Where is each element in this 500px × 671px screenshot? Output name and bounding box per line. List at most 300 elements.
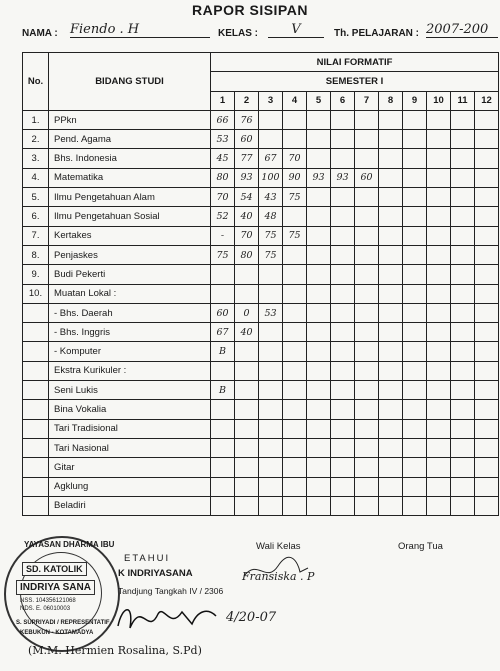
header-col-10: 10: [427, 91, 451, 110]
grade-cell: [403, 226, 427, 245]
header-no: No.: [23, 53, 49, 111]
grade-cell: [475, 438, 499, 457]
grade-cell: [427, 188, 451, 207]
grade-cell: [403, 245, 427, 264]
subject-name: Muatan Lokal :: [49, 284, 211, 303]
grade-cell: [475, 361, 499, 380]
table-row: [23, 400, 499, 419]
grade-cell: [451, 323, 475, 342]
grade-cell: [355, 400, 379, 419]
grade-cell: [235, 419, 259, 438]
grade-cell: [427, 342, 451, 361]
grade-cell: [211, 496, 235, 515]
footer: [0, 528, 500, 671]
grade-cell: [451, 477, 475, 496]
grade-cell: [475, 188, 499, 207]
grade-cell: [379, 361, 403, 380]
grade-cell: 52: [211, 207, 235, 226]
header-col-7: 7: [355, 91, 379, 110]
grade-cell: [283, 130, 307, 149]
subject-name: Ekstra Kurikuler :: [49, 361, 211, 380]
subject-name: Bina Vokalia: [49, 400, 211, 419]
table-row: [23, 477, 499, 496]
grade-cell: [355, 207, 379, 226]
grade-cell: [235, 381, 259, 400]
grade-cell: [403, 477, 427, 496]
grade-cell: [307, 400, 331, 419]
grade-cell: [475, 149, 499, 168]
grade-cell: [331, 438, 355, 457]
table-row: [23, 496, 499, 515]
grade-cell: [427, 226, 451, 245]
grade-cell: [427, 207, 451, 226]
subject-name: Tari Tradisional: [49, 419, 211, 438]
grade-cell: [283, 265, 307, 284]
stamp-bottom: S. SUPRIYADI / REPRESENTATIF: [16, 620, 110, 626]
grade-cell: [403, 284, 427, 303]
table-row: [23, 207, 499, 226]
grade-cell: 100: [259, 168, 283, 187]
grade-cell: [403, 265, 427, 284]
grade-cell: [451, 361, 475, 380]
grade-cell: [331, 419, 355, 438]
grade-cell: 77: [235, 149, 259, 168]
grade-cell: [283, 458, 307, 477]
grade-cell: [235, 496, 259, 515]
grade-cell: [427, 496, 451, 515]
grade-cell: [235, 400, 259, 419]
stamp-top: YAYASAN DHARMA IBU: [24, 540, 115, 549]
grade-cell: [283, 400, 307, 419]
table-row: [23, 458, 499, 477]
grade-cell: [211, 477, 235, 496]
grade-cell: 60: [235, 130, 259, 149]
grade-cell: [307, 149, 331, 168]
header-col-4: 4: [283, 91, 307, 110]
table-row: [23, 438, 499, 457]
page-title: RAPOR SISIPAN: [192, 2, 308, 18]
kepala-label: K INDRIYASANA: [118, 568, 193, 579]
row-number: [23, 342, 49, 361]
grade-cell: [379, 477, 403, 496]
row-number: 4.: [23, 168, 49, 187]
grade-cell: [259, 458, 283, 477]
row-number: [23, 496, 49, 515]
subject-name: PPkn: [49, 110, 211, 129]
grade-cell: [307, 265, 331, 284]
grade-cell: [331, 188, 355, 207]
grade-cell: [379, 419, 403, 438]
table-row: [23, 265, 499, 284]
grade-cell: 80: [211, 168, 235, 187]
grade-cell: [427, 458, 451, 477]
grade-cell: [451, 130, 475, 149]
grade-cell: 40: [235, 323, 259, 342]
subject-name: Agklung: [49, 477, 211, 496]
grade-cell: [211, 361, 235, 380]
subject-name: Budi Pekerti: [49, 265, 211, 284]
grade-cell: 75: [283, 226, 307, 245]
grade-cell: 93: [307, 168, 331, 187]
grade-cell: [355, 438, 379, 457]
grade-cell: [355, 361, 379, 380]
grade-cell: [379, 226, 403, 245]
grade-cell: [283, 303, 307, 322]
header-col-9: 9: [403, 91, 427, 110]
grade-cell: [379, 303, 403, 322]
grade-cell: 93: [235, 168, 259, 187]
tanggal-ttd: 4/20-07: [226, 610, 277, 625]
row-number: [23, 400, 49, 419]
grade-cell: [259, 496, 283, 515]
grade-cell: [259, 477, 283, 496]
grade-cell: [475, 226, 499, 245]
grade-cell: 70: [235, 226, 259, 245]
grade-cell: 75: [211, 245, 235, 264]
grade-cell: [355, 130, 379, 149]
stamp-name1: SD. KATOLIK: [22, 562, 87, 576]
grade-cell: [211, 419, 235, 438]
grade-cell: [427, 400, 451, 419]
subject-name: Pend. Agama: [49, 130, 211, 149]
grade-cell: [451, 400, 475, 419]
grade-cell: [355, 265, 379, 284]
grade-cell: -: [211, 226, 235, 245]
grade-cell: [451, 419, 475, 438]
grade-cell: [355, 110, 379, 129]
wali-kelas-label: Wali Kelas: [256, 541, 301, 552]
table-row: [23, 188, 499, 207]
grade-cell: [259, 110, 283, 129]
grade-cell: [331, 207, 355, 226]
grade-cell: [403, 207, 427, 226]
grade-cell: [211, 458, 235, 477]
grade-cell: [379, 207, 403, 226]
grade-cell: [427, 245, 451, 264]
grade-cell: [355, 245, 379, 264]
grade-cell: [451, 303, 475, 322]
subject-name: - Bhs. Daerah: [49, 303, 211, 322]
grade-cell: [259, 438, 283, 457]
grade-cell: [427, 303, 451, 322]
grade-cell: 66: [211, 110, 235, 129]
header-col-12: 12: [475, 91, 499, 110]
grade-cell: [355, 188, 379, 207]
grade-cell: [475, 342, 499, 361]
school-stamp: [4, 536, 120, 652]
grade-cell: [259, 419, 283, 438]
grade-cell: [307, 188, 331, 207]
grade-cell: 70: [211, 188, 235, 207]
grade-cell: [283, 245, 307, 264]
grade-cell: [307, 303, 331, 322]
grade-cell: [475, 496, 499, 515]
header-col-8: 8: [379, 91, 403, 110]
grade-cell: [307, 130, 331, 149]
subject-name: - Bhs. Inggris: [49, 323, 211, 342]
subject-name: Matematika: [49, 168, 211, 187]
grade-cell: [355, 303, 379, 322]
grade-cell: [451, 245, 475, 264]
row-number: [23, 303, 49, 322]
grade-cell: [403, 381, 427, 400]
row-number: 10.: [23, 284, 49, 303]
grade-cell: [235, 458, 259, 477]
row-number: [23, 381, 49, 400]
student-header: [22, 24, 498, 44]
row-number: 7.: [23, 226, 49, 245]
grade-cell: [379, 130, 403, 149]
table-row: [23, 303, 499, 322]
grade-cell: [355, 284, 379, 303]
grade-cell: [427, 168, 451, 187]
header-semester: SEMESTER I: [211, 72, 499, 91]
grade-cell: [403, 149, 427, 168]
grade-cell: [427, 110, 451, 129]
row-number: 1.: [23, 110, 49, 129]
header-col-11: 11: [451, 91, 475, 110]
grade-cell: [403, 168, 427, 187]
grade-cell: [451, 188, 475, 207]
grade-cell: [307, 477, 331, 496]
grade-cell: [283, 323, 307, 342]
grade-cell: [475, 168, 499, 187]
subject-name: Bhs. Indonesia: [49, 149, 211, 168]
subject-name: Penjaskes: [49, 245, 211, 264]
row-number: 9.: [23, 265, 49, 284]
alamat-label: Tandjung Tangkah IV / 2306: [118, 586, 224, 596]
grade-cell: [403, 303, 427, 322]
row-number: 3.: [23, 149, 49, 168]
grade-cell: [283, 207, 307, 226]
grade-cell: [283, 342, 307, 361]
row-number: 6.: [23, 207, 49, 226]
grade-cell: [283, 477, 307, 496]
table-row: [23, 323, 499, 342]
grade-cell: [307, 361, 331, 380]
grade-cell: [331, 245, 355, 264]
grade-cell: [307, 284, 331, 303]
grade-cell: [259, 265, 283, 284]
grade-cell: [451, 496, 475, 515]
grade-cell: B: [211, 381, 235, 400]
grade-cell: 0: [235, 303, 259, 322]
grade-cell: [259, 400, 283, 419]
grade-cell: [403, 110, 427, 129]
grade-cell: [211, 265, 235, 284]
tahun-label: Th. PELAJARAN :: [334, 28, 419, 39]
grade-cell: [259, 130, 283, 149]
grade-cell: [379, 284, 403, 303]
grade-cell: [451, 149, 475, 168]
grade-cell: [283, 496, 307, 515]
subject-name: Beladiri: [49, 496, 211, 515]
header-bidang: BIDANG STUDI: [49, 53, 211, 111]
grade-cell: [379, 168, 403, 187]
grade-cell: 90: [283, 168, 307, 187]
grade-cell: [427, 438, 451, 457]
grade-cell: [355, 419, 379, 438]
wali-nama: Fransiska . P: [242, 570, 315, 583]
grade-cell: 75: [259, 226, 283, 245]
grade-cell: [427, 130, 451, 149]
grade-cell: [475, 110, 499, 129]
kepsek-signature: [112, 596, 222, 642]
stamp-line1: NSS. 104356121068: [20, 598, 76, 604]
grade-cell: [355, 477, 379, 496]
nama-value: Fiendo . H: [70, 22, 210, 38]
table-row: [23, 130, 499, 149]
grade-cell: [283, 438, 307, 457]
grade-cell: [307, 226, 331, 245]
table-row: [23, 245, 499, 264]
grade-cell: [427, 284, 451, 303]
subject-name: Ilmu Pengetahuan Alam: [49, 188, 211, 207]
grade-cell: 75: [283, 188, 307, 207]
grade-cell: [475, 245, 499, 264]
grade-cell: [379, 188, 403, 207]
grade-cell: [379, 496, 403, 515]
grade-cell: [427, 149, 451, 168]
grade-cell: [331, 342, 355, 361]
grade-cell: [427, 477, 451, 496]
grade-cell: [331, 226, 355, 245]
grade-cell: 60: [211, 303, 235, 322]
row-number: [23, 458, 49, 477]
grades-table: [22, 52, 499, 516]
grade-cell: [283, 381, 307, 400]
row-number: [23, 419, 49, 438]
grade-cell: 80: [235, 245, 259, 264]
grade-cell: [451, 226, 475, 245]
grade-cell: 40: [235, 207, 259, 226]
grade-cell: [379, 438, 403, 457]
grade-cell: [355, 323, 379, 342]
grade-cell: 75: [259, 245, 283, 264]
grade-cell: [403, 400, 427, 419]
grade-cell: [475, 323, 499, 342]
grade-cell: [211, 284, 235, 303]
grade-cell: 53: [211, 130, 235, 149]
subject-name: Kertakes: [49, 226, 211, 245]
grade-cell: [307, 438, 331, 457]
grade-cell: [427, 265, 451, 284]
row-number: [23, 438, 49, 457]
grade-cell: 43: [259, 188, 283, 207]
row-number: [23, 477, 49, 496]
header-col-2: 2: [235, 91, 259, 110]
grade-cell: 45: [211, 149, 235, 168]
grade-cell: [283, 361, 307, 380]
grade-cell: [307, 323, 331, 342]
grade-cell: [403, 188, 427, 207]
grade-cell: [331, 381, 355, 400]
table-row: [23, 361, 499, 380]
grade-cell: [475, 477, 499, 496]
grade-cell: [475, 303, 499, 322]
grade-cell: [475, 381, 499, 400]
grade-cell: [307, 245, 331, 264]
grade-cell: [331, 323, 355, 342]
grade-cell: 93: [331, 168, 355, 187]
row-number: 5.: [23, 188, 49, 207]
grade-cell: [307, 110, 331, 129]
mengetahui-label: ETAHUI: [124, 553, 171, 564]
table-row: [23, 110, 499, 129]
grade-cell: [379, 342, 403, 361]
grade-cell: [451, 265, 475, 284]
stamp-bottom2: KEBUKUN - KOTAMADYA: [20, 630, 94, 636]
grade-cell: [475, 419, 499, 438]
grade-cell: [475, 265, 499, 284]
grade-cell: [379, 458, 403, 477]
grade-cell: 67: [259, 149, 283, 168]
stamp-line2: NDS. E. 06010003: [20, 606, 71, 612]
grade-cell: [283, 419, 307, 438]
row-number: 8.: [23, 245, 49, 264]
grade-cell: [235, 361, 259, 380]
grade-cell: [427, 361, 451, 380]
header-col-6: 6: [331, 91, 355, 110]
grade-cell: [211, 438, 235, 457]
grade-cell: [259, 381, 283, 400]
grade-cell: [307, 207, 331, 226]
grade-cell: [451, 381, 475, 400]
grade-cell: [403, 458, 427, 477]
subject-name: - Komputer: [49, 342, 211, 361]
grade-cell: [475, 458, 499, 477]
grade-cell: [331, 400, 355, 419]
grade-cell: [355, 381, 379, 400]
grade-cell: [307, 342, 331, 361]
grade-cell: 76: [235, 110, 259, 129]
grade-cell: [331, 265, 355, 284]
grade-cell: 53: [259, 303, 283, 322]
grade-cell: 54: [235, 188, 259, 207]
grade-cell: [307, 496, 331, 515]
grade-cell: [403, 130, 427, 149]
table-row: [23, 381, 499, 400]
grade-cell: [475, 400, 499, 419]
grade-cell: [451, 438, 475, 457]
grade-cell: [331, 477, 355, 496]
grade-cell: 60: [355, 168, 379, 187]
grade-cell: [235, 342, 259, 361]
grade-cell: [403, 438, 427, 457]
grade-cell: [331, 458, 355, 477]
grade-cell: [283, 284, 307, 303]
grade-cell: [235, 438, 259, 457]
grade-cell: [427, 419, 451, 438]
row-number: [23, 361, 49, 380]
subject-name: Seni Lukis: [49, 381, 211, 400]
subject-name: Ilmu Pengetahuan Sosial: [49, 207, 211, 226]
grade-cell: [379, 245, 403, 264]
grade-cell: [451, 342, 475, 361]
grade-cell: [475, 284, 499, 303]
grade-cell: [259, 361, 283, 380]
grade-cell: [307, 458, 331, 477]
grade-cell: [403, 342, 427, 361]
grade-cell: [379, 265, 403, 284]
grade-cell: [451, 207, 475, 226]
header-col-3: 3: [259, 91, 283, 110]
subject-name: Tari Nasional: [49, 438, 211, 457]
grade-cell: [259, 323, 283, 342]
tahun-value: 2007-200: [426, 22, 498, 38]
grade-cell: [379, 400, 403, 419]
grade-cell: [259, 284, 283, 303]
